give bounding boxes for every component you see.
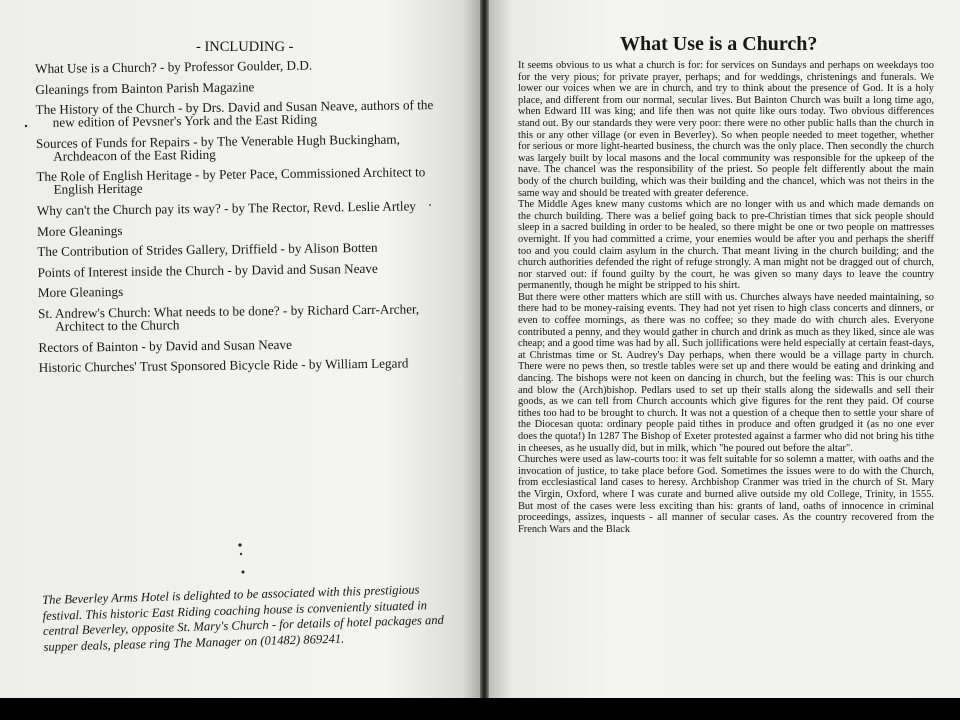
contents-item: Historic Churches' Trust Sponsored Bicycle Ride - by William Legard bbox=[38, 355, 409, 376]
contents-item: More Gleanings bbox=[37, 284, 124, 301]
book-spine bbox=[480, 0, 489, 698]
contents-item: Why can't the Church pay its way? - by The Rector, Revd. Leslie Artley bbox=[36, 198, 417, 218]
contents-heading: - INCLUDING - bbox=[196, 39, 294, 55]
contents-item: The History of the Church - by Drs. David and Susan Neave, authors of the new edition of Pevsner's York and the East Riding bbox=[35, 97, 434, 130]
contents-item: St. Andrew's Church: What needs to be done? - by Richard Carr-Archer, Architect to the Church bbox=[37, 301, 420, 334]
bottom-border bbox=[0, 698, 960, 720]
article-body bbox=[518, 60, 934, 535]
contents-item: More Gleanings bbox=[36, 222, 123, 239]
article-paragraph: But there were other matters which are still with us. Churches always have needed maintaining, so there had to be money-raising events. They had not yet risen to high class concerts and dinners, or even to coffee mornings, as there was no coffee; so they made do with church ales. Everyone contributed a penny, and they would gather in church and drink as much as they liked, since ale was cheap; and a good time was had by all. Such jollifications were held especially at certain feast-days, at Christmas time or St. Audrey's Day perhaps, when there would be a village party in church. There were no pews then, so trestle tables were set up and there would be eating and drinking and dancing. The bishops were not keen on dancing in church, but the feeling was: This is our church and blow the (Arch)bishop. Pedlars used to set up their stalls along the sidewalls and sell their goods, as we can tell from Church accounts which give figures for the rent they paid. Of course tithes too had to be brought to church. It was not a question of a cheque then to settle your share of the Diocesan quota: ordinary people paid tithes in produce and often grudged it (as no one ever does the quota!) In 1287 The Bishop of Exeter protested against a farmer who did not bring his tithe in cheeses, as he usually did, but in milk, which "he poured out before the altar". bbox=[518, 291, 934, 454]
article-paragraph: It seems obvious to us what a church is for: for services on Sundays and perhaps on weekdays too for the very pious; for private prayer, perhaps; and for weddings, christenings and funerals. We lower our voices when we are in church, and try to think about the presence of God. It is a holy place, and different from our normal, secular lives. But Bainton Church was built a long time ago, when Edward III was king; and life then was not quite like ours today. Two obvious differences stand out. By our standards they were very poor: there were no other public halls than the church in this or any other village (or even in Beverley). So when people needed to meet together, whether for serious or more light-hearted business, the church was the only place. Then secondly the church was largely built by local masons and the local community was responsible for the upkeep of the nave. The chancel was the responsibility of the priest. So people felt differently about the main body of the church building, which was their building and the chancel, which was not theirs in the same way and should be treated with greater deference. bbox=[518, 60, 934, 199]
contents-item: The Role of English Heritage - by Peter Pace, Commissioned Architect to English Heritage bbox=[36, 164, 426, 198]
article-paragraph: Churches were used as law-courts too: it was felt suitable for so solemn a matter, with oaths and the invocation of justice, to take place before God. Sometimes the issues were to do with the Church, from ecclesiastical land cases to heresy. Archbishop Cranmer was tried in the church of St. Mary the Virgin, Oxford, where I was curate and burned alive outside my old College, Trinity, in 1555. But most of the cases were less exciting than his: grants of land, oaths of innocence in criminal proceedings, assizes, inquests - all manner of secular cases. As the country recovered from the French Wars and the Black bbox=[518, 454, 934, 535]
article-title: What Use is a Church? bbox=[620, 33, 818, 55]
contents-item: Points of Interest inside the Church - by David and Susan Neave bbox=[37, 260, 378, 280]
contents-item: Rectors of Bainton - by David and Susan Neave bbox=[38, 336, 292, 355]
contents-item: The Contribution of Strides Gallery, Driffield - by Alison Botten bbox=[37, 239, 378, 260]
contents-item: Sources of Funds for Repairs - by The Venerable Hugh Buckingham, Archdeacon of the East Riding bbox=[35, 131, 400, 164]
contents-item: Gleanings from Bainton Parish Magazine bbox=[35, 78, 255, 97]
contents-item: What Use is a Church? - by Professor Goulder, D.D. bbox=[34, 57, 313, 76]
hotel-advert: The Beverley Arms Hotel is delighted to be associated with this prestigious festival. This historic East Riding coaching house is conveniently situated in central Beverley, opposite St. Mary's Church - for details of hotel packages and supper deals, please ring The Manager on (01482) 869241. bbox=[42, 582, 445, 654]
left-page bbox=[0, 0, 481, 698]
article-paragraph: The Middle Ages knew many customs which are no longer with us and which made demands on the church building. There was a belief going back to pre-Christian times that sick people should sleep in a sacred building in order to be healed, so there might be one or two people on mattresses overnight. If you had committed a crime, your enemies would be after you and perhaps the sheriff too and you could claim asylum in the church. That meant living in the church building; and the church authorities defended the right of refuge strongly. A man might not be dragged out of church, nor starved out: if found guilty by the court, he was given so many days to leave the country permanently, though he might be stripped to his shirt. bbox=[518, 199, 934, 292]
